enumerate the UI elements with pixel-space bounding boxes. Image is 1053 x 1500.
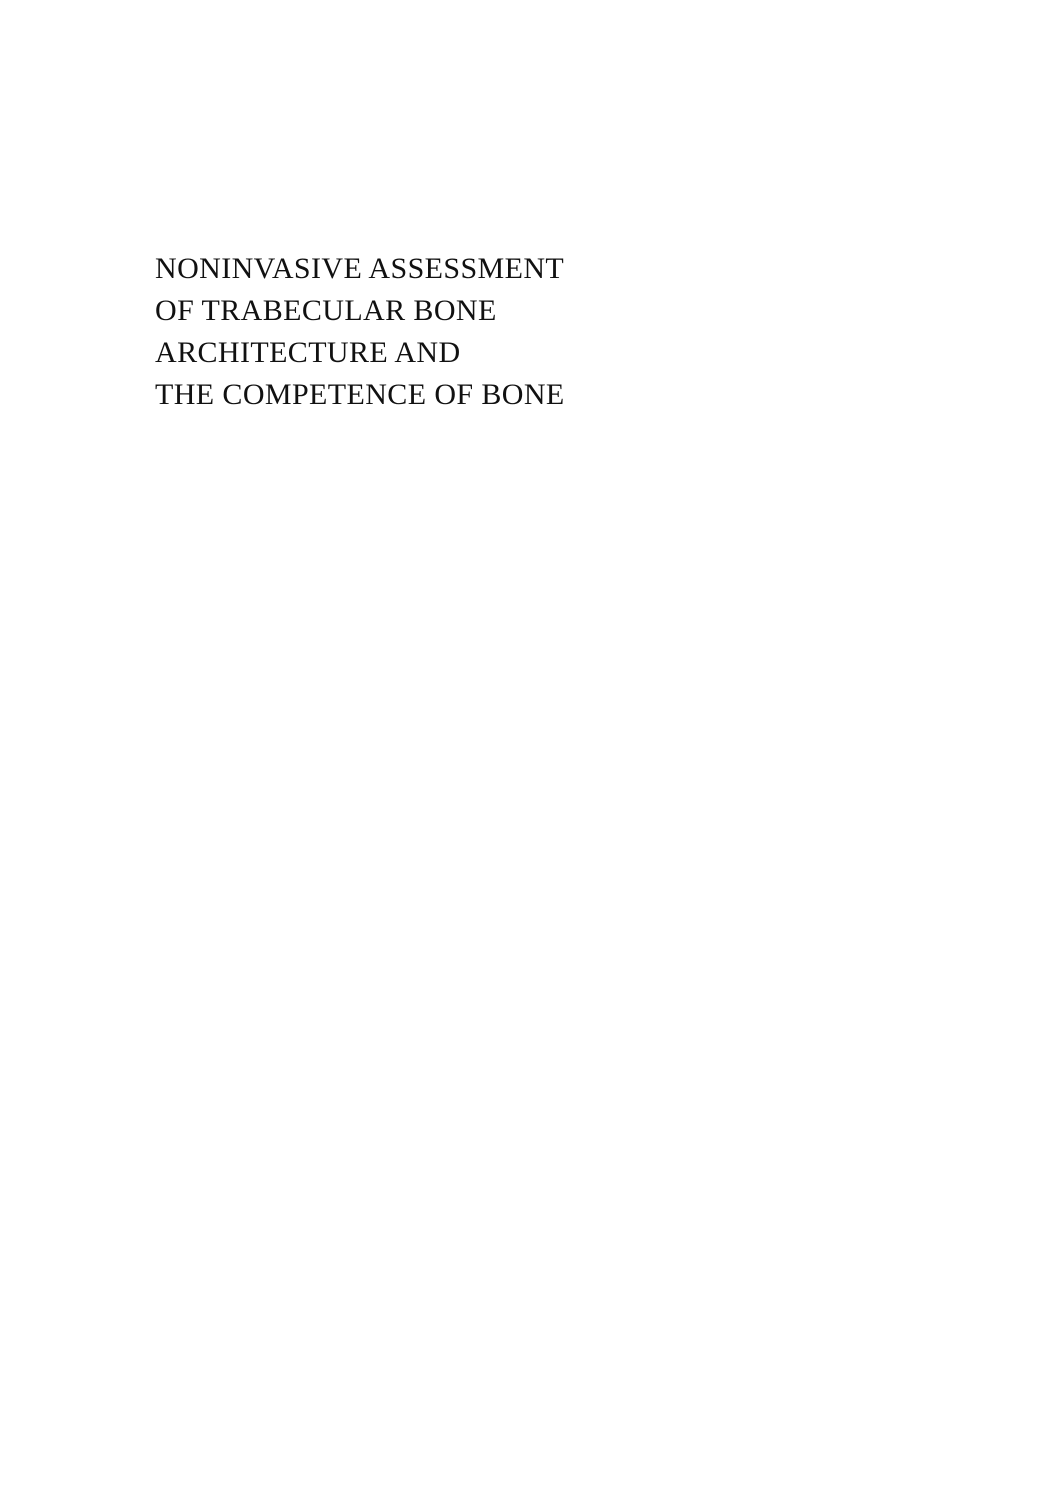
title-line-4: THE COMPETENCE OF BONE: [155, 378, 565, 411]
title-line-1: NONINVASIVE ASSESSMENT: [155, 252, 565, 285]
title-line-3: ARCHITECTURE AND: [155, 336, 461, 369]
page-title: [155, 248, 775, 416]
title-line-2: OF TRABECULAR BONE: [155, 294, 497, 327]
